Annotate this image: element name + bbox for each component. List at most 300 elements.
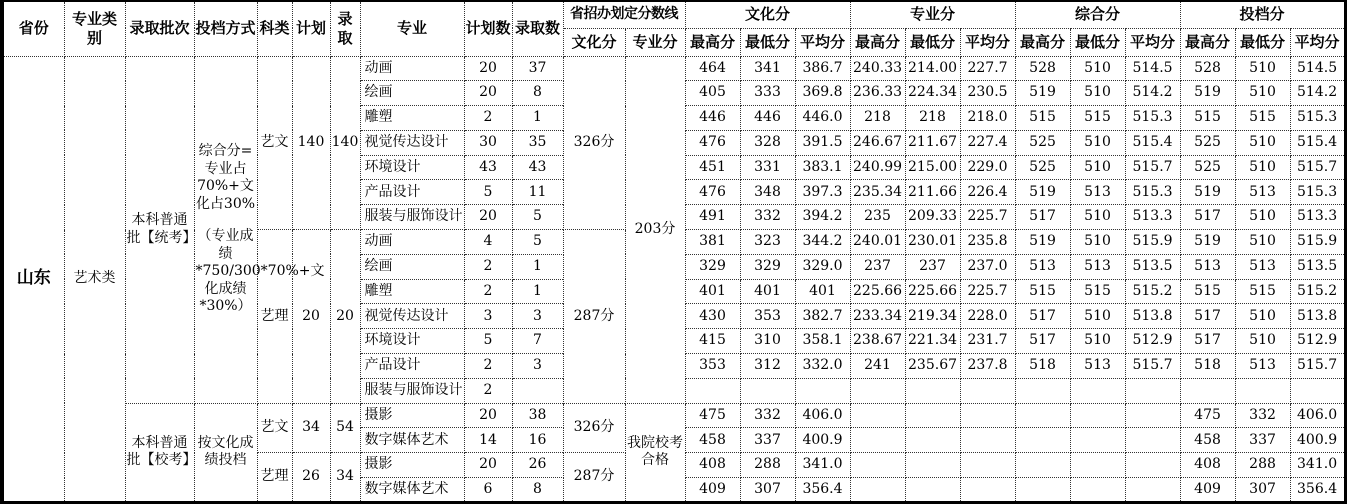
admit-count-cell: 1 xyxy=(512,106,563,131)
header-score-group: 综合分 xyxy=(1015,1,1180,28)
score-cell xyxy=(960,453,1015,478)
culture-cutoff-cell: 287分 xyxy=(563,230,625,404)
score-cell: 510 xyxy=(1235,230,1290,255)
major-cell: 动画 xyxy=(360,230,464,255)
score-cell: 329.0 xyxy=(795,254,850,279)
score-cell: 344.2 xyxy=(795,230,850,255)
major-cell: 服装与服饰设计 xyxy=(360,205,464,230)
header-plan-count: 计划数 xyxy=(464,1,512,56)
score-cell: 513 xyxy=(1015,254,1070,279)
score-cell: 323 xyxy=(740,230,795,255)
score-cell: 229.0 xyxy=(960,155,1015,180)
score-cell: 513 xyxy=(1235,180,1290,205)
plan-total-cell: 34 xyxy=(292,403,330,453)
score-cell: 513.5 xyxy=(1290,254,1345,279)
score-cell xyxy=(1015,453,1070,478)
score-cell: 235 xyxy=(850,205,905,230)
score-cell: 394.2 xyxy=(795,205,850,230)
score-cell: 476 xyxy=(685,130,740,155)
score-cell: 332 xyxy=(740,205,795,230)
score-cell xyxy=(1070,453,1125,478)
score-cell: 358.1 xyxy=(795,329,850,354)
plan-count-cell: 14 xyxy=(464,428,512,453)
province-cell: 山东 xyxy=(2,56,64,502)
score-cell: 517 xyxy=(1180,304,1235,329)
score-cell: 353 xyxy=(740,304,795,329)
score-cell: 225.7 xyxy=(960,205,1015,230)
score-cell: 517 xyxy=(1180,205,1235,230)
header-cutoff-major: 专业分 xyxy=(625,28,685,56)
subject-cell: 艺文 xyxy=(257,56,292,230)
score-cell: 400.9 xyxy=(1290,428,1345,453)
score-cell: 218 xyxy=(850,106,905,131)
category-cell: 艺术类 xyxy=(64,56,125,502)
score-cell: 519 xyxy=(1015,81,1070,106)
score-cell: 514.5 xyxy=(1290,56,1345,81)
score-cell: 226.4 xyxy=(960,180,1015,205)
header-subscore: 最低分 xyxy=(740,28,795,56)
header-category: 专业类别 xyxy=(64,1,125,56)
score-cell: 446 xyxy=(740,106,795,131)
score-cell: 356.4 xyxy=(795,478,850,503)
score-cell: 513.5 xyxy=(1125,254,1180,279)
score-cell: 510 xyxy=(1070,155,1125,180)
score-cell: 519 xyxy=(1015,230,1070,255)
culture-cutoff-cell: 326分 xyxy=(563,403,625,453)
score-cell: 464 xyxy=(685,56,740,81)
score-cell: 510 xyxy=(1070,329,1125,354)
header-score-group: 专业分 xyxy=(850,1,1015,28)
admit-count-cell: 16 xyxy=(512,428,563,453)
score-cell: 401 xyxy=(795,279,850,304)
admit-count-cell: 35 xyxy=(512,130,563,155)
score-cell: 517 xyxy=(1180,329,1235,354)
score-cell: 221.34 xyxy=(905,329,960,354)
admit-count-cell: 8 xyxy=(512,478,563,503)
score-cell: 515.2 xyxy=(1290,279,1345,304)
score-cell xyxy=(960,378,1015,403)
score-cell: 230.5 xyxy=(960,81,1015,106)
score-cell: 513.8 xyxy=(1125,304,1180,329)
score-cell: 515.4 xyxy=(1125,130,1180,155)
score-cell: 225.66 xyxy=(850,279,905,304)
score-cell xyxy=(850,453,905,478)
score-cell xyxy=(1125,453,1180,478)
score-cell: 510 xyxy=(1235,155,1290,180)
score-cell: 214.00 xyxy=(905,56,960,81)
major-cutoff-cell: 我院校考合格 xyxy=(625,403,685,502)
score-cell: 397.3 xyxy=(795,180,850,205)
header-subscore: 最低分 xyxy=(905,28,960,56)
subject-cell: 艺理 xyxy=(257,230,292,404)
score-cell xyxy=(905,453,960,478)
score-cell xyxy=(1070,428,1125,453)
score-cell: 510 xyxy=(1235,56,1290,81)
score-cell xyxy=(960,403,1015,428)
score-cell: 225.7 xyxy=(960,279,1015,304)
score-cell: 383.1 xyxy=(795,155,850,180)
score-cell: 515 xyxy=(1180,279,1235,304)
score-cell: 341.0 xyxy=(795,453,850,478)
score-cell: 518 xyxy=(1180,354,1235,379)
header-method: 投档方式 xyxy=(194,1,257,56)
score-cell: 400.9 xyxy=(795,428,850,453)
plan-count-cell: 30 xyxy=(464,130,512,155)
score-cell: 513 xyxy=(1070,254,1125,279)
score-cell: 332.0 xyxy=(795,354,850,379)
table-header xyxy=(2,1,1345,56)
culture-cutoff-cell: 326分 xyxy=(563,56,625,230)
score-cell: 288 xyxy=(1235,453,1290,478)
score-cell: 519 xyxy=(1015,180,1070,205)
header-admit-count: 录取数 xyxy=(512,1,563,56)
score-cell: 515.7 xyxy=(1125,155,1180,180)
score-cell: 514.5 xyxy=(1125,56,1180,81)
score-cell: 515.7 xyxy=(1290,354,1345,379)
score-cell xyxy=(1125,378,1180,403)
score-cell: 288 xyxy=(740,453,795,478)
score-cell xyxy=(1070,378,1125,403)
score-cell: 240.01 xyxy=(850,230,905,255)
score-cell: 510 xyxy=(1070,230,1125,255)
score-cell: 476 xyxy=(685,180,740,205)
score-cell: 224.34 xyxy=(905,81,960,106)
score-cell: 513 xyxy=(1180,254,1235,279)
plan-total-cell: 140 xyxy=(292,56,330,230)
score-cell: 219.34 xyxy=(905,304,960,329)
plan-count-cell: 20 xyxy=(464,403,512,428)
score-cell: 515 xyxy=(1070,279,1125,304)
score-cell: 518 xyxy=(1015,354,1070,379)
score-cell: 475 xyxy=(1180,403,1235,428)
score-cell: 515.3 xyxy=(1125,106,1180,131)
score-cell: 312 xyxy=(740,354,795,379)
score-cell: 329 xyxy=(685,254,740,279)
score-cell: 227.7 xyxy=(960,56,1015,81)
score-cell: 458 xyxy=(685,428,740,453)
score-cell: 513.8 xyxy=(1290,304,1345,329)
admit-total-cell: 20 xyxy=(330,230,360,404)
score-cell: 215.00 xyxy=(905,155,960,180)
admit-total-cell: 34 xyxy=(330,453,360,503)
score-cell xyxy=(685,378,740,403)
score-cell: 510 xyxy=(1070,130,1125,155)
score-cell: 356.4 xyxy=(1290,478,1345,503)
score-cell: 515 xyxy=(1235,279,1290,304)
score-cell: 382.7 xyxy=(795,304,850,329)
admit-count-cell: 11 xyxy=(512,180,563,205)
major-cell: 环境设计 xyxy=(360,329,464,354)
score-cell: 329 xyxy=(740,254,795,279)
score-cell: 237 xyxy=(905,254,960,279)
score-cell: 512.9 xyxy=(1290,329,1345,354)
score-cell xyxy=(1015,403,1070,428)
plan-count-cell: 20 xyxy=(464,205,512,230)
batch-cell: 本科普通批【校考】 xyxy=(125,403,194,502)
score-cell: 237.0 xyxy=(960,254,1015,279)
score-cell: 510 xyxy=(1235,329,1290,354)
culture-cutoff-cell: 287分 xyxy=(563,453,625,503)
plan-count-cell: 5 xyxy=(464,180,512,205)
score-cell: 525 xyxy=(1015,130,1070,155)
header-province: 省份 xyxy=(2,1,64,56)
plan-total-cell: 26 xyxy=(292,453,330,503)
score-cell xyxy=(1125,428,1180,453)
score-cell: 510 xyxy=(1235,130,1290,155)
score-cell xyxy=(1125,403,1180,428)
major-cell: 产品设计 xyxy=(360,354,464,379)
score-cell: 369.8 xyxy=(795,81,850,106)
score-cell xyxy=(850,378,905,403)
major-cell: 摄影 xyxy=(360,403,464,428)
score-cell: 348 xyxy=(740,180,795,205)
score-cell: 237 xyxy=(850,254,905,279)
score-cell: 331 xyxy=(740,155,795,180)
score-cell: 332 xyxy=(1235,403,1290,428)
score-cell: 515 xyxy=(1180,106,1235,131)
score-cell: 513 xyxy=(1070,180,1125,205)
admit-count-cell: 43 xyxy=(512,155,563,180)
major-cell: 动画 xyxy=(360,56,464,81)
score-cell: 513 xyxy=(1235,354,1290,379)
score-cell xyxy=(960,428,1015,453)
score-cell: 446.0 xyxy=(795,106,850,131)
header-subscore: 最高分 xyxy=(1015,28,1070,56)
score-cell: 381 xyxy=(685,230,740,255)
header-admit: 录取 xyxy=(330,1,360,56)
score-cell: 512.9 xyxy=(1125,329,1180,354)
score-cell xyxy=(1125,478,1180,503)
score-cell: 225.66 xyxy=(905,279,960,304)
score-cell: 515.2 xyxy=(1125,279,1180,304)
major-cell: 视觉传达设计 xyxy=(360,304,464,329)
header-batch: 录取批次 xyxy=(125,1,194,56)
table-row xyxy=(2,56,1345,81)
score-cell: 515 xyxy=(1235,106,1290,131)
score-cell: 332 xyxy=(740,403,795,428)
score-cell: 401 xyxy=(685,279,740,304)
score-cell xyxy=(850,478,905,503)
admit-count-cell: 7 xyxy=(512,329,563,354)
score-cell: 240.33 xyxy=(850,56,905,81)
admit-total-cell: 54 xyxy=(330,403,360,453)
score-cell: 386.7 xyxy=(795,56,850,81)
score-cell: 514.2 xyxy=(1125,81,1180,106)
score-cell: 510 xyxy=(1235,81,1290,106)
major-cell: 绘画 xyxy=(360,254,464,279)
score-cell: 307 xyxy=(1235,478,1290,503)
score-cell: 391.5 xyxy=(795,130,850,155)
score-cell: 515.3 xyxy=(1290,106,1345,131)
score-cell: 211.67 xyxy=(905,130,960,155)
header-subscore: 最低分 xyxy=(1235,28,1290,56)
score-cell xyxy=(960,478,1015,503)
major-cell: 服装与服饰设计 xyxy=(360,378,464,403)
score-cell: 235.8 xyxy=(960,230,1015,255)
score-cell: 328 xyxy=(740,130,795,155)
score-cell: 515.9 xyxy=(1290,230,1345,255)
score-cell: 515.4 xyxy=(1290,130,1345,155)
score-cell: 341.0 xyxy=(1290,453,1345,478)
score-cell: 408 xyxy=(685,453,740,478)
score-cell: 209.33 xyxy=(905,205,960,230)
score-cell: 228.0 xyxy=(960,304,1015,329)
admit-count-cell: 5 xyxy=(512,205,563,230)
score-cell: 401 xyxy=(740,279,795,304)
plan-count-cell: 2 xyxy=(464,354,512,379)
score-cell: 517 xyxy=(1015,205,1070,230)
score-cell: 510 xyxy=(1070,304,1125,329)
subject-cell: 艺文 xyxy=(257,403,292,453)
plan-count-cell: 20 xyxy=(464,56,512,81)
plan-total-cell: 20 xyxy=(292,230,330,404)
score-cell: 333 xyxy=(740,81,795,106)
table-row xyxy=(2,403,1345,428)
admit-count-cell: 26 xyxy=(512,453,563,478)
plan-count-cell: 20 xyxy=(464,453,512,478)
score-cell xyxy=(905,428,960,453)
plan-count-cell: 6 xyxy=(464,478,512,503)
score-cell: 409 xyxy=(1180,478,1235,503)
score-cell: 515.9 xyxy=(1125,230,1180,255)
score-cell: 515 xyxy=(1015,106,1070,131)
method-line: 按文化成绩投档 xyxy=(197,434,254,469)
header-subscore: 最高分 xyxy=(685,28,740,56)
score-cell: 235.34 xyxy=(850,180,905,205)
score-cell: 510 xyxy=(1235,205,1290,230)
plan-count-cell: 2 xyxy=(464,279,512,304)
score-cell: 446 xyxy=(685,106,740,131)
score-cell: 218.0 xyxy=(960,106,1015,131)
score-cell: 307 xyxy=(740,478,795,503)
score-cell: 246.67 xyxy=(850,130,905,155)
plan-count-cell: 4 xyxy=(464,230,512,255)
score-cell: 513.3 xyxy=(1125,205,1180,230)
score-cell: 408 xyxy=(1180,453,1235,478)
score-cell: 525 xyxy=(1180,155,1235,180)
score-cell: 528 xyxy=(1015,56,1070,81)
score-cell: 519 xyxy=(1180,180,1235,205)
header-score-group: 文化分 xyxy=(685,1,850,28)
header-subscore: 平均分 xyxy=(1290,28,1345,56)
score-cell: 337 xyxy=(1235,428,1290,453)
header-cutoff-title: 省招办划定分数线 xyxy=(563,1,685,28)
score-cell xyxy=(740,378,795,403)
score-cell: 515.7 xyxy=(1125,354,1180,379)
admit-count-cell: 3 xyxy=(512,304,563,329)
score-cell: 513 xyxy=(1070,354,1125,379)
header-subscore: 最高分 xyxy=(1180,28,1235,56)
score-cell: 510 xyxy=(1070,205,1125,230)
score-cell: 451 xyxy=(685,155,740,180)
score-cell: 510 xyxy=(1070,81,1125,106)
score-cell xyxy=(1235,378,1290,403)
score-cell: 233.34 xyxy=(850,304,905,329)
admit-count-cell: 37 xyxy=(512,56,563,81)
score-cell: 237.8 xyxy=(960,354,1015,379)
header-subscore: 最高分 xyxy=(850,28,905,56)
admit-count-cell xyxy=(512,378,563,403)
score-cell xyxy=(1015,428,1070,453)
score-cell xyxy=(1290,378,1345,403)
score-cell: 517 xyxy=(1015,304,1070,329)
admit-count-cell: 3 xyxy=(512,354,563,379)
score-cell: 510 xyxy=(1235,304,1290,329)
score-cell xyxy=(1070,478,1125,503)
major-cell: 雕塑 xyxy=(360,106,464,131)
header-major: 专业 xyxy=(360,1,464,56)
header-subscore: 平均分 xyxy=(960,28,1015,56)
header-subscore: 平均分 xyxy=(1125,28,1180,56)
major-cell: 视觉传达设计 xyxy=(360,130,464,155)
batch-cell: 本科普通批【统考】 xyxy=(125,56,194,403)
score-cell: 409 xyxy=(685,478,740,503)
table-body xyxy=(2,56,1345,502)
major-cell: 雕塑 xyxy=(360,279,464,304)
plan-count-cell: 2 xyxy=(464,378,512,403)
plan-count-cell: 20 xyxy=(464,81,512,106)
score-cell xyxy=(850,428,905,453)
score-cell xyxy=(1015,478,1070,503)
score-cell: 519 xyxy=(1180,230,1235,255)
score-cell: 230.01 xyxy=(905,230,960,255)
score-cell: 218 xyxy=(905,106,960,131)
score-cell xyxy=(1070,403,1125,428)
score-cell xyxy=(1180,378,1235,403)
plan-count-cell: 5 xyxy=(464,329,512,354)
score-cell: 211.66 xyxy=(905,180,960,205)
score-cell: 515 xyxy=(1070,106,1125,131)
admit-total-cell: 140 xyxy=(330,56,360,230)
major-cell: 数字媒体艺术 xyxy=(360,428,464,453)
score-cell: 341 xyxy=(740,56,795,81)
major-cell: 环境设计 xyxy=(360,155,464,180)
score-cell: 458 xyxy=(1180,428,1235,453)
score-cell xyxy=(1015,378,1070,403)
score-cell: 240.99 xyxy=(850,155,905,180)
score-cell: 475 xyxy=(685,403,740,428)
score-cell: 238.67 xyxy=(850,329,905,354)
admit-count-cell: 1 xyxy=(512,279,563,304)
admit-count-cell: 38 xyxy=(512,403,563,428)
score-cell: 515 xyxy=(1015,279,1070,304)
header-plan: 计划 xyxy=(292,1,330,56)
admit-count-cell: 8 xyxy=(512,81,563,106)
major-cell: 数字媒体艺术 xyxy=(360,478,464,503)
score-cell xyxy=(795,378,850,403)
header-row-1 xyxy=(2,1,1345,28)
admit-count-cell: 1 xyxy=(512,254,563,279)
score-cell: 430 xyxy=(685,304,740,329)
score-cell: 513.3 xyxy=(1290,205,1345,230)
score-cell: 406.0 xyxy=(1290,403,1345,428)
score-cell: 510 xyxy=(1070,56,1125,81)
score-cell: 519 xyxy=(1180,81,1235,106)
plan-count-cell: 2 xyxy=(464,106,512,131)
score-cell: 515.3 xyxy=(1125,180,1180,205)
header-subscore: 平均分 xyxy=(795,28,850,56)
score-cell: 525 xyxy=(1180,130,1235,155)
header-score-group: 投档分 xyxy=(1180,1,1345,28)
method-line: 综合分=专业占70%+文化占30% xyxy=(195,143,256,212)
score-cell xyxy=(905,478,960,503)
score-cell: 241 xyxy=(850,354,905,379)
score-cell: 406.0 xyxy=(795,403,850,428)
method-line: （专业成绩*750/300*70%+文化成绩*30%） xyxy=(195,228,325,315)
plan-count-cell: 43 xyxy=(464,155,512,180)
score-cell xyxy=(850,403,905,428)
plan-count-cell: 2 xyxy=(464,254,512,279)
